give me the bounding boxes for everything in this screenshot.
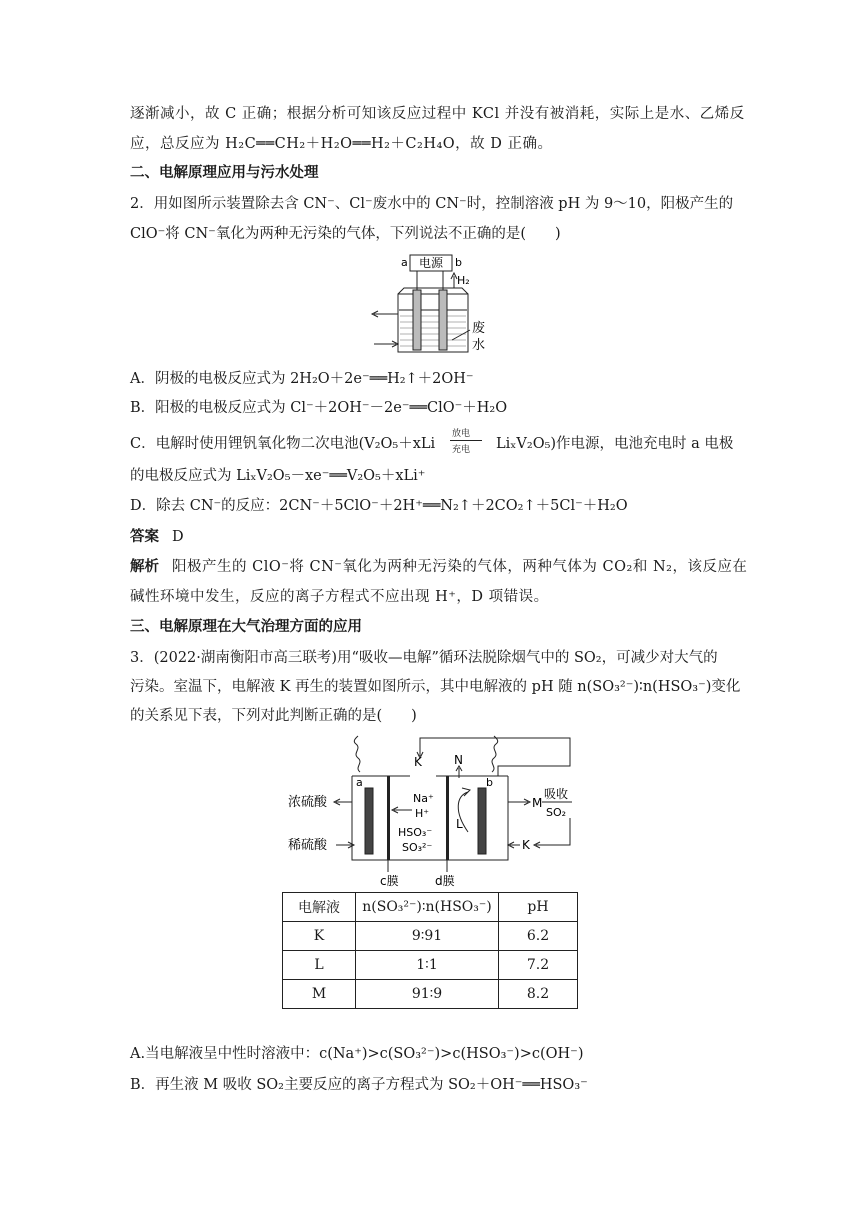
q2-gas-label: H₂ bbox=[457, 274, 470, 287]
prev-analysis-line-1: 逐渐减小，故 C 正确；根据分析可知该反应过程中 KCl 并没有被消耗，实际上是水、乙烯反 bbox=[130, 106, 745, 122]
q3-conc-acid-label: 浓硫酸 bbox=[288, 795, 328, 810]
q3-label-b: b bbox=[486, 776, 493, 789]
q3-membrane-c bbox=[387, 776, 390, 860]
table-header-row bbox=[283, 893, 578, 922]
q3-h-ion: H⁺ bbox=[415, 807, 430, 820]
section-heading-2: 二、电解原理应用与污水处理 bbox=[130, 165, 319, 181]
q2-analysis-label: 解析 bbox=[130, 559, 159, 575]
table-header-cell: n(SO₃²⁻)∶n(HSO₃⁻) bbox=[356, 893, 499, 922]
table-row bbox=[283, 980, 578, 1009]
table-cell: 6.2 bbox=[499, 922, 578, 951]
q3-hso3-ion: HSO₃⁻ bbox=[398, 826, 433, 839]
q3-electrode-a bbox=[365, 788, 373, 854]
q2-label-b: b bbox=[455, 256, 462, 269]
q2-option-c-part-3: 的电极反应式为 LiₓV₂O₅－xe⁻══V₂O₅＋xLi⁺ bbox=[130, 468, 426, 484]
q2-analysis-line-1: 阳极产生的 ClO⁻将 CN⁻氧化为两种无污染的气体，两种气体为 CO₂和 N₂，该反应在 bbox=[172, 559, 748, 575]
q3-so2-label: SO₂ bbox=[546, 806, 567, 819]
q3-stem-line-3: 的关系见下表，下列对此判断正确的是( ) bbox=[130, 708, 417, 724]
q2-answer-value: D bbox=[172, 529, 184, 545]
q3-stem-line-2: 污染。室温下，电解液 K 再生的装置如图所示，其中电解液的 pH 随 n(SO₃²⁻)∶n(HSO₃⁻)变化 bbox=[130, 679, 741, 695]
section-heading-3: 三、电解原理在大气治理方面的应用 bbox=[130, 619, 362, 635]
q3-label-k-top: K bbox=[414, 755, 422, 769]
q2-option-c-part-1: C．电解时使用锂钒氧化物二次电池(V₂O₅＋xLi bbox=[130, 436, 436, 452]
q2-power-label: 电源 bbox=[418, 256, 444, 270]
q3-lead-a bbox=[354, 736, 360, 772]
q3-absorb-label: 吸收 bbox=[544, 787, 569, 801]
q3-option-a: A.当电解液呈中性时溶液中：c(Na⁺)>c(SO₃²⁻)>c(HSO₃⁻)>c(OH⁻) bbox=[130, 1046, 584, 1062]
q2-electrode-b bbox=[439, 290, 447, 350]
q2-label-a: a bbox=[401, 256, 408, 269]
q3-na-ion: Na⁺ bbox=[413, 792, 434, 805]
q2-stem-line-1: 2．用如图所示装置除去含 CN⁻、Cl⁻废水中的 CN⁻时，控制溶液 pH 为 9～10，阳极产生的 bbox=[130, 196, 734, 212]
q2-option-d: D．除去 CN⁻的反应：2CN⁻＋5ClO⁻＋2H⁺══N₂↑＋2CO₂↑＋5Cl⁻＋H₂O bbox=[130, 498, 628, 514]
q2-waste-label-1: 废 bbox=[472, 321, 486, 336]
q2-answer-label: 答案 bbox=[130, 529, 159, 545]
table-row bbox=[283, 922, 578, 951]
table-header-cell: pH bbox=[499, 893, 578, 922]
q3-label-l: L bbox=[456, 817, 463, 831]
table-header-cell: 电解液 bbox=[283, 893, 356, 922]
q2-stem-line-2: ClO⁻将 CN⁻氧化为两种无污染的气体，下列说法不正确的是( ) bbox=[130, 226, 561, 242]
q3-data-table bbox=[282, 892, 578, 1009]
q3-so3-ion: SO₃²⁻ bbox=[402, 841, 433, 854]
q2-option-b: B．阳极的电极反应式为 Cl⁻＋2OH⁻－2e⁻══ClO⁻＋H₂O bbox=[130, 400, 508, 416]
q3-d-membrane-label: d膜 bbox=[435, 874, 455, 888]
q3-stem-line-1: 3．(2022·湖南衡阳市高三联考)用“吸收—电解”循环法脱除烟气中的 SO₂，可减少对大气的 bbox=[130, 650, 718, 666]
table-row bbox=[283, 951, 578, 980]
table-cell: L bbox=[283, 951, 356, 980]
table-cell: 9∶91 bbox=[356, 922, 499, 951]
q3-c-membrane-label: c膜 bbox=[380, 874, 399, 888]
q2-discharge-label: 放电 bbox=[452, 429, 471, 439]
table-cell: 8.2 bbox=[499, 980, 578, 1009]
q2-electrolysis-figure bbox=[360, 252, 500, 364]
prev-analysis-line-2: 应，总反应为 H₂C══CH₂＋H₂O══H₂＋C₂H₄O，故 D 正确。 bbox=[130, 136, 553, 152]
q3-label-n-top: N bbox=[454, 753, 463, 767]
q2-reversible-arrow bbox=[450, 440, 482, 441]
q3-dilute-acid-label: 稀硫酸 bbox=[288, 838, 328, 853]
q3-option-b: B．再生液 M 吸收 SO₂主要反应的离子方程式为 SO₂＋OH⁻══HSO₃⁻ bbox=[130, 1077, 588, 1093]
q3-membrane-d bbox=[446, 776, 449, 860]
q2-electrode-a bbox=[413, 290, 421, 350]
table-cell: M bbox=[283, 980, 356, 1009]
table-cell: K bbox=[283, 922, 356, 951]
q2-cell-tank bbox=[398, 294, 468, 352]
table-cell: 7.2 bbox=[499, 951, 578, 980]
q2-waste-label-2: 水 bbox=[472, 338, 486, 353]
q2-charge-label: 充电 bbox=[452, 445, 471, 455]
q3-electrode-b bbox=[478, 788, 486, 854]
table-cell: 1∶1 bbox=[356, 951, 499, 980]
q2-option-c-part-2: LiₓV₂O₅)作电源，电池充电时 a 电极 bbox=[496, 436, 734, 452]
q3-lead-b bbox=[492, 736, 498, 772]
q3-electrolysis-figure bbox=[286, 732, 576, 890]
q2-option-a: A．阴极的电极反应式为 2H₂O＋2e⁻══H₂↑＋2OH⁻ bbox=[130, 371, 474, 387]
q3-label-k-right: K bbox=[522, 838, 530, 852]
q2-analysis-line-2: 碱性环境中发生，反应的离子方程式不应出现 H⁺，D 项错误。 bbox=[130, 589, 549, 605]
q3-label-a: a bbox=[356, 776, 363, 789]
q3-label-m: M bbox=[532, 796, 543, 810]
table-cell: 91∶9 bbox=[356, 980, 499, 1009]
